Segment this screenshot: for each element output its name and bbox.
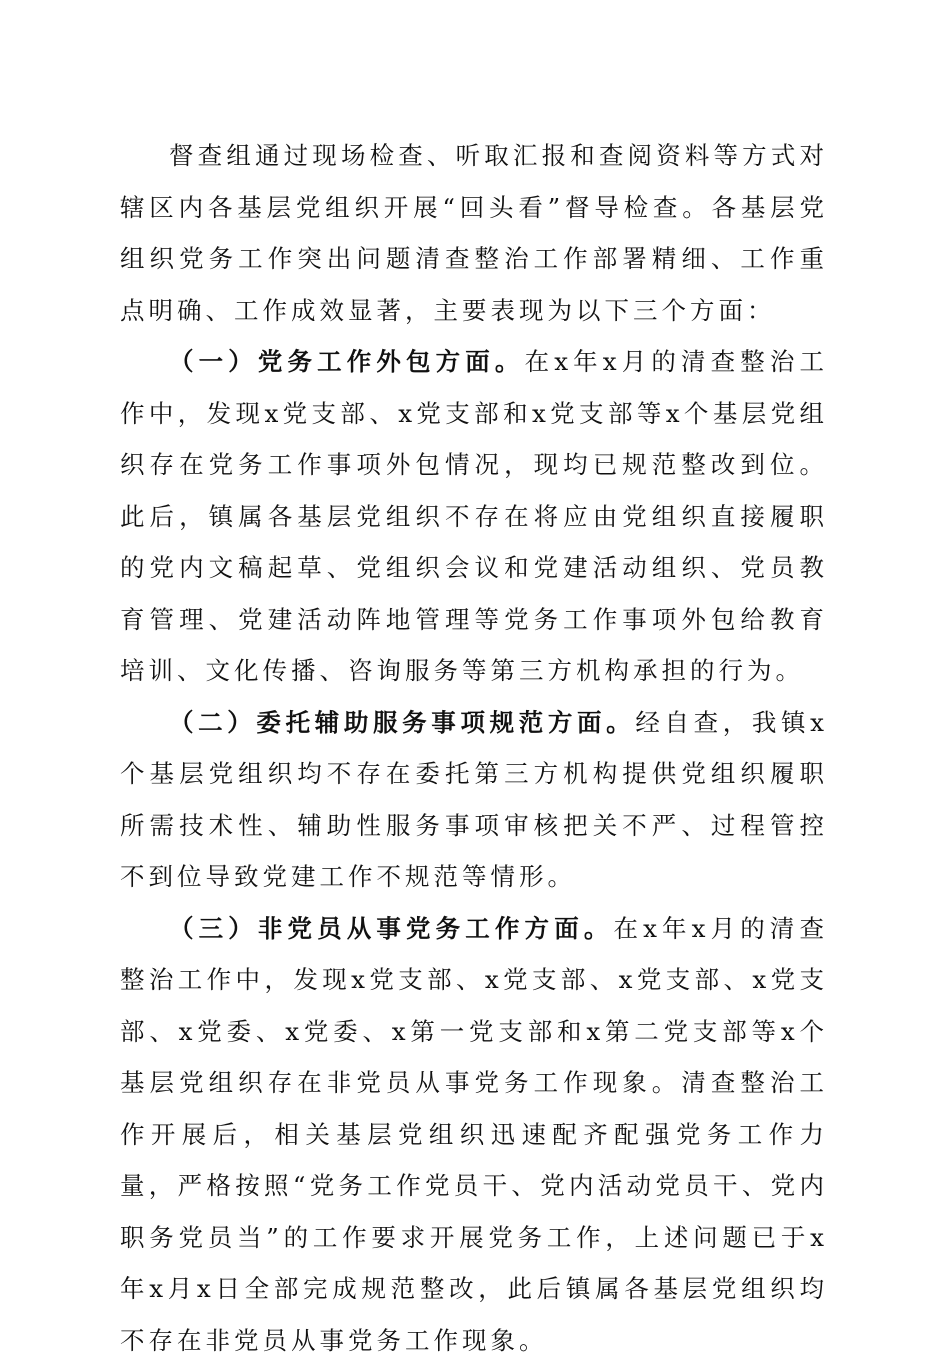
section-heading-1: （一）党务工作外包方面。 [169, 347, 525, 376]
intro-paragraph [120, 130, 828, 336]
section-paragraph-2 [120, 697, 828, 903]
section-heading-2: （二）委托辅助服务事项规范方面。 [169, 708, 635, 737]
section-paragraph-1 [120, 336, 828, 697]
intro-text: 督查组通过现场检查、听取汇报和查阅资料等方式对辖区内各基层党组织开展“回头看”督导检查。各基层党组织党务工作突出问题清查整治工作部署精细、工作重点明确、工作成效显著，主要表现为以下三个方面： [120, 141, 828, 325]
section-body-1: 在x年x月的清查整治工作中，发现x党支部、x党支部和x党支部等x个基层党组织存在党务工作事项外包情况，现均已规范整改到位。此后，镇属各基层党组织不存在将应由党组织直接履职的党内文稿起草、党组织会议和党建活动组织、党员教育管理、党建活动阵地管理等党务工作事项外包给教育培训、文化传播、咨询服务等第三方机构承担的行为。 [120, 347, 828, 685]
section-paragraph-3 [120, 903, 828, 1366]
section-body-3: 在x年x月的清查整治工作中，发现x党支部、x党支部、x党支部、x党支部、x党委、x党委、x第一党支部和x第二党支部等x个基层党组织存在非党员从事党务工作现象。清查整治工作开展后，相关基层党组织迅速配齐配强党务工作力量，严格按照“党务工作党员干、党内活动党员干、党内职务党员当”的工作要求开展党务工作，上述问题已于x年x月x日全部完成规范整改，此后镇属各基层党组织均不存在非党员从事党务工作现象。 [120, 914, 828, 1355]
section-heading-3: （三）非党员从事党务工作方面。 [169, 914, 613, 943]
document-page [120, 130, 828, 1366]
section-body-2: 经自查，我镇x个基层党组织均不存在委托第三方机构提供党组织履职所需技术性、辅助性服务事项审核把关不严、过程管控不到位导致党建工作不规范等情形。 [120, 708, 828, 892]
